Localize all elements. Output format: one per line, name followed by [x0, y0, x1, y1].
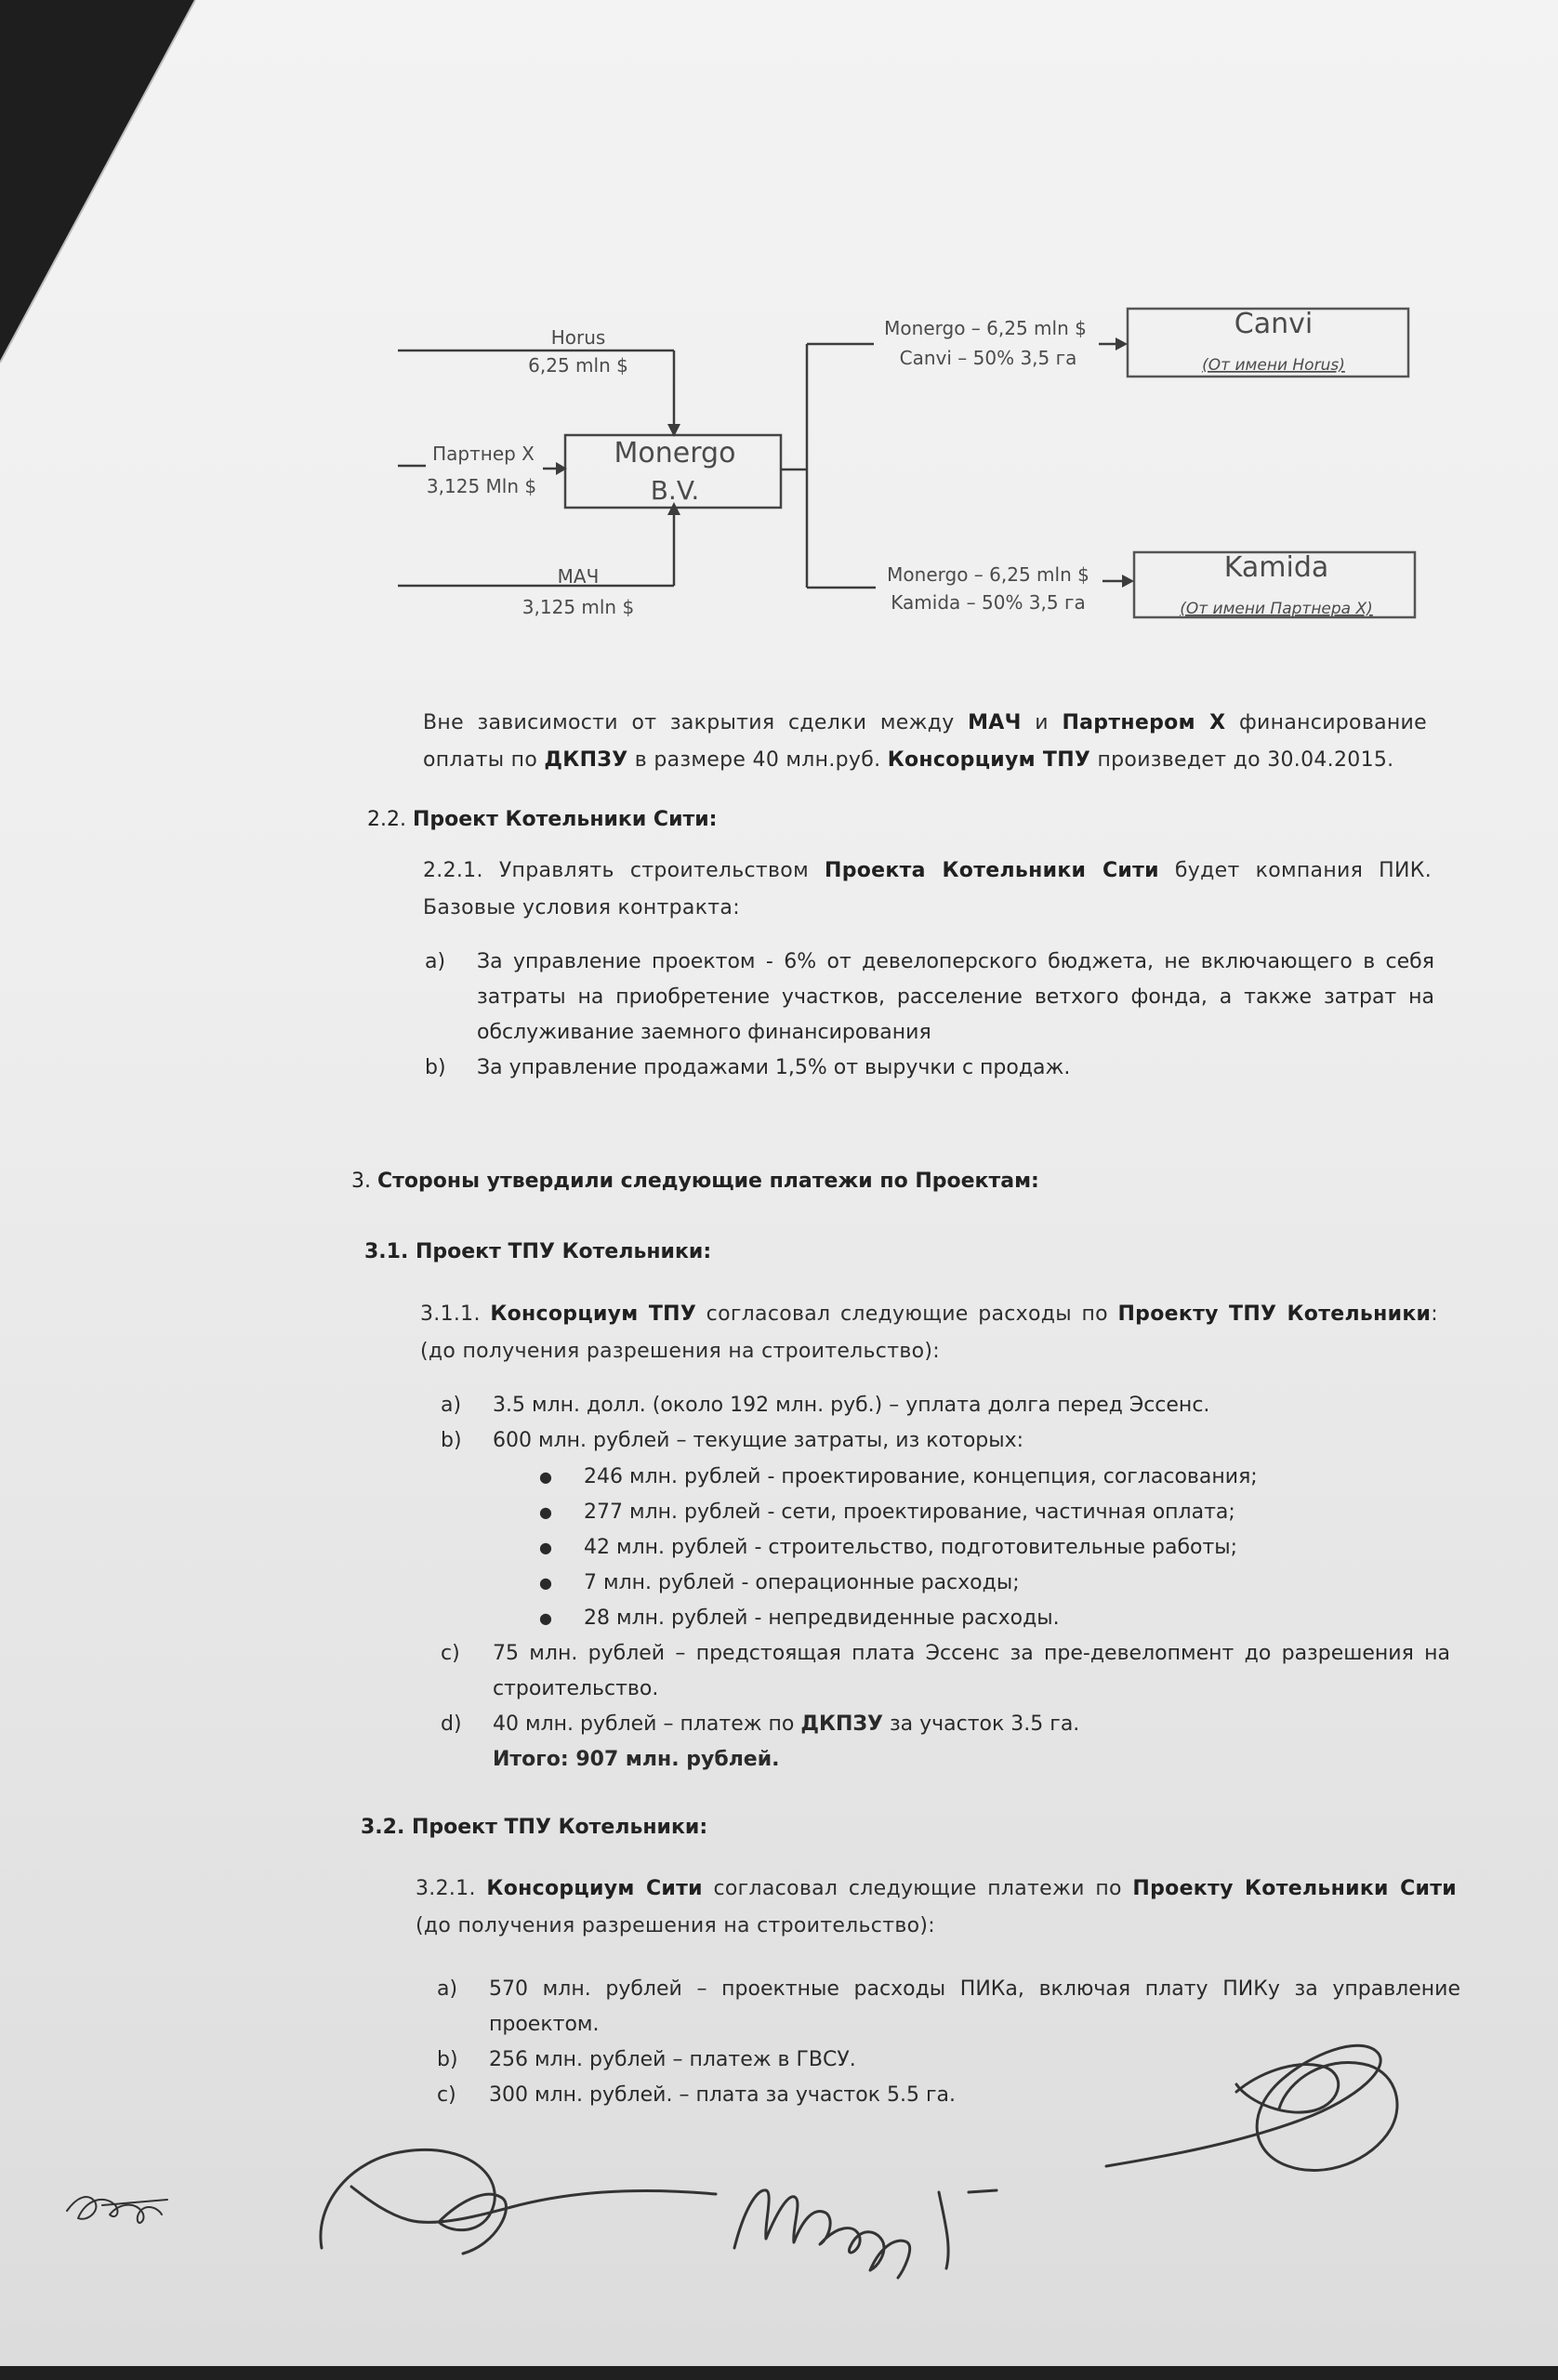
- section-2-2-number: 2.2.: [367, 808, 406, 831]
- list-item-text: 256 млн. рублей – платеж в ГВСУ.: [489, 2048, 856, 2071]
- canvi-box-title: Canvi: [1234, 308, 1314, 340]
- list-item-text: За управление проектом - 6% от девелоперского бюджета, не включающего в себя затраты на приобретение участков, расселение ветхого фонда, а также затрат на обслуживание заемного финансирования: [477, 950, 1434, 1044]
- list-item-text: За управление продажами 1,5% от выручки с продаж.: [477, 1056, 1071, 1079]
- list-item-3-2-b: [437, 2043, 1456, 2078]
- list-item-text-2: за участок 3.5 га.: [882, 1712, 1080, 1736]
- mach-amount: 3,125 mln $: [522, 596, 635, 618]
- bullet-item: ● 28 млн. рублей - непредвиденные расходы.: [539, 1606, 1060, 1630]
- intro-paragraph: [423, 705, 1427, 779]
- paragraph-3-1-1: [420, 1296, 1438, 1370]
- paragraph-3-2-1-text-1: согласовал следующие платежи по: [702, 1877, 1133, 1900]
- intro-text-3: финансирование оплаты по: [423, 711, 1427, 772]
- bullet-item: ● 277 млн. рублей - сети, проектирование, частичная оплата;: [539, 1501, 1235, 1524]
- intro-bold-partner: Партнером Х: [1062, 711, 1226, 734]
- ownership-diagram: [0, 0, 1558, 669]
- section-2-2-title: Проект Котельники Сити:: [412, 808, 718, 831]
- list-marker-a: a): [425, 950, 446, 973]
- kamida-label-line1: Monergo – 6,25 mln $: [887, 563, 1089, 586]
- list-item-text: 570 млн. рублей – проектные расходы ПИКа, включая плату ПИКу за управление проектом.: [489, 1977, 1460, 2036]
- kamida-box-sub: (От имени Партнера Х): [1180, 600, 1373, 618]
- section-3-1-heading: [364, 1237, 711, 1267]
- bullet-text: 246 млн. рублей - проектирование, концепция, согласования;: [584, 1465, 1258, 1488]
- section-3-title: Стороны утвердили следующие платежи по: [377, 1170, 916, 1193]
- bullet-item: ● 7 млн. рублей - операционные расходы;: [539, 1571, 1020, 1594]
- section-3-2-title: 3.2. Проект ТПУ Котельники:: [361, 1816, 708, 1839]
- list-item-3-1-b: [441, 1423, 1441, 1459]
- section-3-1-title: 3.1. Проект ТПУ Котельники:: [364, 1240, 712, 1263]
- list-marker-b: b): [425, 1056, 446, 1079]
- bullet-text: 7 млн. рублей - операционные расходы;: [584, 1571, 1020, 1594]
- paragraph-3-1-1-text-1: согласовал следующие расходы по: [696, 1302, 1118, 1326]
- list-item-3-2-a: [437, 1972, 1460, 2043]
- list-item-text: 600 млн. рублей – текущие затраты, из которых:: [493, 1429, 1024, 1452]
- intro-bold-dkpzu: ДКПЗУ: [544, 748, 628, 772]
- intro-text-4: в размере 40 млн.руб.: [627, 748, 888, 772]
- section-3-title-bold: Проектам:: [915, 1170, 1039, 1193]
- paragraph-2-2-1-bold: Проекта Котельники Сити: [825, 859, 1159, 882]
- kamida-label-line2: Kamida – 50% 3,5 га: [891, 591, 1086, 614]
- canvi-arrowhead: [1116, 337, 1128, 350]
- canvi-label-line2: Canvi – 50% 3,5 га: [899, 347, 1077, 369]
- section-3-heading: [351, 1167, 1039, 1197]
- paragraph-3-2-1-number: 3.2.1.: [416, 1877, 476, 1900]
- list-marker-c: c): [437, 2083, 456, 2107]
- list-marker-b: b): [441, 1429, 462, 1452]
- bullet-item: ● 246 млн. рублей - проектирование, концепция, согласования;: [539, 1465, 1258, 1488]
- list-marker-a: a): [441, 1394, 462, 1417]
- list-marker-d: d): [441, 1712, 462, 1736]
- intro-bold-consortium: Консорциум ТПУ: [887, 748, 1091, 772]
- list-item-text: 300 млн. рублей. – плата за участок 5.5 га.: [489, 2083, 956, 2107]
- list-item-3-1-d: [441, 1707, 1441, 1742]
- monergo-subtitle: B.V.: [650, 475, 700, 506]
- horus-name: Horus: [550, 326, 606, 349]
- paragraph-3-1-1-number: 3.1.1.: [420, 1302, 481, 1326]
- paragraph-2-2-1-text-2: будет компания ПИК. Базовые условия контракта:: [423, 859, 1432, 919]
- paragraph-2-2-1: [423, 853, 1432, 927]
- intro-bold-mach: МАЧ: [968, 711, 1022, 734]
- paragraph-3-2-1: [416, 1871, 1457, 1945]
- paragraph-3-1-1-bold-2: Проекту ТПУ Котельники: [1117, 1302, 1432, 1326]
- list-item-2-2-b: [425, 1051, 1434, 1086]
- kamida-box-title: Kamida: [1223, 551, 1329, 584]
- list-item-2-2-a: [425, 945, 1434, 1051]
- list-item-3-1-a: [441, 1388, 1441, 1423]
- partner-name: Партнер X: [432, 443, 535, 465]
- paragraph-3-2-1-text-2: (до получения разрешения на строительство):: [416, 1914, 935, 1937]
- list-item-text: 3.5 млн. долл. (около 192 млн. руб.) – уплата долга перед Эссенс.: [493, 1394, 1210, 1417]
- list-item-3-1-c: [441, 1636, 1450, 1707]
- list-item-text: 40 млн. рублей – платеж по: [493, 1712, 801, 1736]
- bullet-text: 42 млн. рублей - строительство, подготовительные работы;: [584, 1536, 1238, 1559]
- intro-text-1: Вне зависимости от закрытия сделки между: [423, 711, 969, 734]
- partner-amount: 3,125 Mln $: [426, 475, 537, 497]
- list-item-text: 75 млн. рублей – предстоящая плата Эссенс за пре-девелопмент до разрешения на строительство.: [493, 1642, 1450, 1700]
- canvi-label-line1: Monergo – 6,25 mln $: [884, 317, 1087, 339]
- paragraph-2-2-1-number: 2.2.1.: [423, 859, 483, 882]
- bullet-text: 28 млн. рублей - непредвиденные расходы.: [584, 1606, 1060, 1630]
- paragraph-3-1-1-bold-1: Консорциум ТПУ: [490, 1302, 697, 1326]
- monergo-title: Monergo: [614, 437, 736, 469]
- intro-text-5: произведет до 30.04.2015.: [1090, 748, 1394, 772]
- paragraph-3-1-1-text-2: : (до получения разрешения на строительство):: [420, 1302, 1438, 1363]
- list-marker-b: b): [437, 2048, 458, 2071]
- canvi-box-sub: (От имени Horus): [1202, 356, 1345, 375]
- kamida-arrowhead: [1122, 575, 1134, 588]
- paragraph-3-2-1-bold-1: Консорциум Сити: [486, 1877, 703, 1900]
- paragraph-2-2-1-text-1: Управлять строительством: [498, 859, 825, 882]
- bullet-text: 277 млн. рублей - сети, проектирование, частичная оплата;: [584, 1501, 1235, 1524]
- mach-name: МАЧ: [557, 565, 600, 588]
- list-item-bold: ДКПЗУ: [800, 1712, 883, 1736]
- section-3-number: 3.: [351, 1170, 371, 1193]
- intro-text-2: и: [1021, 711, 1063, 734]
- list-marker-a: a): [437, 1977, 458, 2001]
- section-2-2-heading: [367, 805, 717, 835]
- list-item-3-2-c: [437, 2078, 1456, 2113]
- bullet-item: ● 42 млн. рублей - строительство, подготовительные работы;: [539, 1536, 1238, 1559]
- section-3-2-heading: [361, 1813, 707, 1843]
- total-text: Итого: 907 млн. рублей.: [493, 1748, 780, 1771]
- paragraph-3-2-1-bold-2: Проекту Котельники Сити: [1132, 1877, 1457, 1900]
- total-line: [493, 1742, 780, 1778]
- list-marker-c: c): [441, 1642, 460, 1665]
- horus-amount: 6,25 mln $: [528, 354, 628, 377]
